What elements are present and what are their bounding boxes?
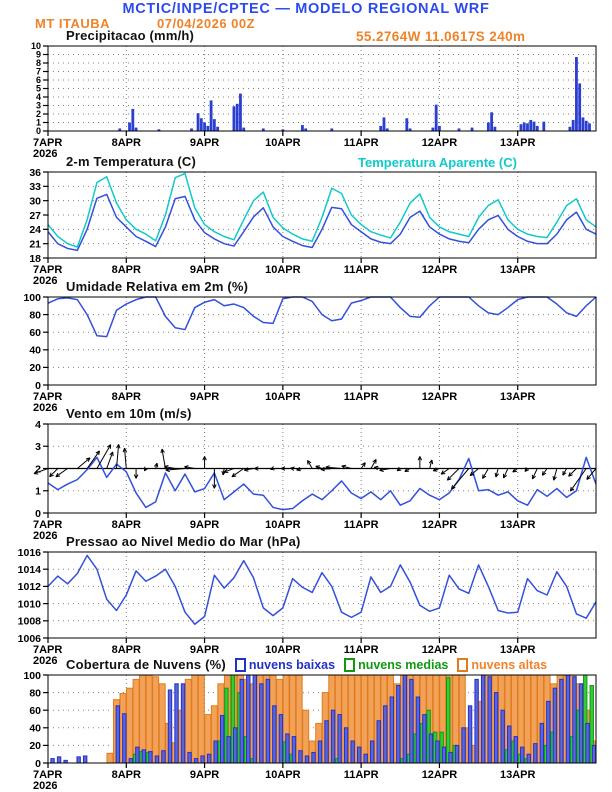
cloud-bar-nuvens-baixas xyxy=(540,723,543,763)
panel-frame xyxy=(48,552,596,638)
wind-arrow xyxy=(308,460,313,468)
precip-bar xyxy=(239,94,242,131)
cloud-bar-nuvens-baixas xyxy=(351,741,354,763)
x-tick-label: 7APR xyxy=(33,644,63,656)
cloud-bar-nuvens-altas xyxy=(107,753,113,763)
cloud-bar-nuvens-altas xyxy=(296,675,302,763)
x-tick-label: 10APR xyxy=(265,644,301,656)
wind-speed-line xyxy=(48,457,596,509)
cloud-bar-nuvens-baixas xyxy=(57,757,60,763)
precip-bar xyxy=(242,128,245,131)
cloud-bar-nuvens-baixas xyxy=(292,737,295,763)
wind-arrow xyxy=(374,466,380,469)
wind-arrow xyxy=(447,469,459,481)
precip-bar xyxy=(536,126,539,131)
legend-nuvens-medias xyxy=(344,658,448,672)
y-tick-label: 40 xyxy=(29,344,41,357)
cloud-bar-nuvens-baixas xyxy=(338,715,341,763)
precip-bar xyxy=(203,123,206,132)
panel-title-wind: Vento em 10m (m/s) xyxy=(66,406,192,421)
cloud-bar-nuvens-baixas xyxy=(318,741,321,763)
cloud-bar-nuvens-baixas xyxy=(364,754,367,763)
x-tick-label: 8APR xyxy=(111,519,141,531)
cloud-bar-nuvens-baixas xyxy=(207,754,210,763)
precip-bar xyxy=(569,127,572,131)
y-tick-label: 0 xyxy=(35,507,41,520)
cloud-bar-nuvens-baixas xyxy=(286,734,289,763)
panel-title-pressure: Pressao ao Nivel Medio do Mar (hPa) xyxy=(66,534,301,549)
x-tick-label: 11APR xyxy=(343,391,379,403)
x-year-label: 2026 xyxy=(33,275,58,287)
cloud-bar-nuvens-baixas xyxy=(273,706,276,763)
cloud-bar-nuvens-altas xyxy=(198,675,204,763)
wind-arrow xyxy=(553,469,557,481)
cloud-bar-nuvens-baixas xyxy=(481,675,484,763)
wind-arrow xyxy=(154,463,157,468)
wind-arrow xyxy=(451,469,468,490)
cloud-bar-nuvens-baixas xyxy=(521,747,524,763)
x-tick-label: 13APR xyxy=(499,519,536,531)
run-datetime: 07/04/2026 00Z xyxy=(157,16,256,31)
x-tick-label: 11APR xyxy=(343,264,379,276)
cloud-bar-nuvens-baixas xyxy=(344,728,347,763)
y-tick-label: 2 xyxy=(35,109,41,120)
x-tick-label: 9APR xyxy=(189,769,220,781)
x-year-label: 2026 xyxy=(33,655,58,667)
cloud-bar-nuvens-baixas xyxy=(547,701,550,763)
precip-bar xyxy=(213,119,216,131)
x-tick-label: 10APR xyxy=(265,137,301,149)
cloud-bar-nuvens-baixas xyxy=(305,756,308,763)
x-tick-label: 9APR xyxy=(189,644,220,656)
cloud-bar-nuvens-baixas xyxy=(155,756,158,763)
legend-nuvens-baixas xyxy=(235,658,335,672)
precip-bar xyxy=(471,128,474,131)
x-tick-label: 8APR xyxy=(111,391,141,403)
precip-bar xyxy=(585,121,588,131)
cloud-bar-nuvens-baixas xyxy=(592,745,595,763)
precip-bar xyxy=(435,105,438,131)
panel-5 xyxy=(23,670,596,792)
x-tick-label: 12APR xyxy=(421,769,458,781)
cloud-bar-nuvens-baixas xyxy=(494,693,497,763)
precip-bar xyxy=(578,83,581,131)
cloud-bar-nuvens-baixas xyxy=(436,741,439,763)
cloud-bar-nuvens-baixas xyxy=(123,714,126,763)
precip-bar xyxy=(233,106,236,131)
precip-bar xyxy=(438,126,441,131)
cloud-bar-nuvens-medias xyxy=(447,678,450,763)
y-tick-label: 1016 xyxy=(17,546,41,559)
cloud-bar-nuvens-baixas xyxy=(149,752,152,763)
cloud-bar-nuvens-baixas xyxy=(397,686,400,763)
y-tick-label: 8 xyxy=(35,58,41,69)
cloud-bar-nuvens-baixas xyxy=(429,734,432,763)
cloud-bar-nuvens-baixas xyxy=(188,752,191,763)
y-tick-label: 7 xyxy=(35,66,41,77)
cloud-bar-nuvens-baixas xyxy=(468,706,471,763)
y-tick-label: 2 xyxy=(35,463,41,476)
precip-bar xyxy=(405,118,408,131)
precip-bar xyxy=(383,117,386,131)
x-tick-label: 10APR xyxy=(265,264,301,276)
cloud-bar-nuvens-baixas xyxy=(234,728,237,763)
cloud-bar-nuvens-baixas xyxy=(508,726,511,763)
y-tick-label: 3 xyxy=(35,100,41,111)
cloud-bar-nuvens-baixas xyxy=(403,675,406,763)
cloud-bar-nuvens-baixas xyxy=(423,715,426,763)
cloud-bar-nuvens-baixas xyxy=(331,710,334,763)
panel-title-precipitation: Precipitacao (mm/h) xyxy=(66,28,195,43)
cloud-bar-nuvens-baixas xyxy=(312,752,315,763)
cloud-bar-nuvens-baixas xyxy=(220,715,223,763)
cloud-bar-nuvens-baixas xyxy=(181,684,184,763)
y-tick-label: 1012 xyxy=(17,581,41,594)
panel-title-humidity: Umidade Relativa em 2m (%) xyxy=(66,279,249,294)
x-tick-label: 8APR xyxy=(111,137,141,149)
y-tick-label: 21 xyxy=(29,238,41,251)
cloud-bar-nuvens-baixas xyxy=(442,747,445,763)
x-tick-label: 11APR xyxy=(343,519,379,531)
legend-nuvens-baixas-label: nuvens baixas xyxy=(248,657,336,672)
y-tick-label: 3 xyxy=(35,441,41,454)
x-tick-label: 11APR xyxy=(343,137,379,149)
cloud-bar-nuvens-baixas xyxy=(194,759,197,763)
wind-arrow xyxy=(134,469,138,479)
legend-nuvens-medias-label: nuvens medias xyxy=(358,657,449,672)
cloud-bar-nuvens-altas xyxy=(153,677,159,763)
x-tick-label: 9APR xyxy=(189,391,220,403)
y-tick-label: 100 xyxy=(23,291,41,304)
y-tick-label: 1006 xyxy=(17,632,41,645)
x-year-label: 2026 xyxy=(33,780,58,792)
wind-arrow xyxy=(429,460,432,469)
x-tick-label: 8APR xyxy=(111,769,141,781)
x-tick-label: 7APR xyxy=(33,769,63,781)
panel-4 xyxy=(18,547,596,667)
cloud-bar-nuvens-baixas xyxy=(142,750,145,763)
cloud-bar-nuvens-baixas xyxy=(77,757,80,763)
y-tick-label: 10 xyxy=(30,41,41,52)
x-tick-label: 12APR xyxy=(421,137,458,149)
cloud-bar-nuvens-baixas xyxy=(162,751,165,763)
cloud-legend-row xyxy=(66,657,547,672)
precip-bar xyxy=(128,123,131,132)
cloud-bar-nuvens-baixas xyxy=(279,715,282,763)
cloud-bar-nuvens-altas xyxy=(127,688,133,763)
y-tick-label: 0 xyxy=(35,126,41,137)
series-line-0 xyxy=(48,297,596,337)
y-tick-label: 1014 xyxy=(17,563,41,576)
y-tick-label: 20 xyxy=(29,362,41,375)
cloud-bar-nuvens-baixas xyxy=(214,741,217,763)
cloud-bar-nuvens-baixas xyxy=(462,728,465,763)
precip-bar xyxy=(493,127,496,131)
cloud-bar-nuvens-baixas xyxy=(247,675,250,763)
cloud-bar-nuvens-baixas xyxy=(240,679,243,763)
cloud-bar-nuvens-baixas xyxy=(475,679,478,763)
wind-arrow xyxy=(418,456,422,468)
wind-arrow xyxy=(97,445,111,469)
y-tick-label: 60 xyxy=(29,704,41,717)
y-tick-label: 30 xyxy=(29,195,41,208)
cloud-bar-nuvens-baixas xyxy=(514,737,517,763)
cloud-bar-nuvens-baixas xyxy=(384,706,387,763)
x-tick-label: 11APR xyxy=(343,644,379,656)
y-tick-label: 40 xyxy=(29,722,41,735)
cloud-bar-nuvens-altas xyxy=(525,675,531,763)
y-tick-label: 4 xyxy=(35,418,41,431)
x-tick-label: 13APR xyxy=(499,644,536,656)
precip-bar xyxy=(197,113,200,131)
series-line-0 xyxy=(48,194,596,250)
y-tick-label: 6 xyxy=(35,75,41,86)
x-tick-label: 9APR xyxy=(189,137,220,149)
cloud-bar-nuvens-baixas xyxy=(168,690,171,763)
cloud-bar-nuvens-baixas xyxy=(136,747,139,763)
precip-bar xyxy=(135,128,138,131)
precip-bar xyxy=(379,126,382,131)
station-name: MT ITAUBA xyxy=(35,16,111,31)
y-tick-label: 0 xyxy=(35,379,41,392)
cloud-bar-nuvens-baixas xyxy=(201,756,204,763)
y-tick-label: 5 xyxy=(35,83,41,94)
cloud-bar-nuvens-altas xyxy=(192,675,198,763)
wind-arrow xyxy=(161,449,166,468)
panel-3 xyxy=(33,419,596,542)
cloud-bar-nuvens-baixas xyxy=(377,721,380,763)
precip-bar xyxy=(582,117,585,131)
cloud-bar-nuvens-altas xyxy=(146,675,152,763)
y-tick-label: 24 xyxy=(29,224,41,237)
x-tick-label: 10APR xyxy=(265,519,301,531)
cloud-bar-nuvens-baixas xyxy=(371,741,374,763)
cloud-bar-nuvens-baixas xyxy=(553,688,556,763)
wind-arrow xyxy=(254,467,263,471)
precip-bar xyxy=(487,123,490,132)
wind-arrow xyxy=(569,469,577,477)
precip-bar xyxy=(206,126,209,131)
page-title: MCTIC/INPE/CPTEC — MODELO REGIONAL WRF xyxy=(122,1,490,17)
cloud-bar-nuvens-baixas xyxy=(488,677,491,763)
cloud-bar-nuvens-baixas xyxy=(51,759,54,763)
precip-bar xyxy=(200,118,203,131)
cloud-bar-nuvens-baixas xyxy=(266,679,269,763)
cloud-bar-nuvens-baixas xyxy=(260,684,263,763)
wind-arrow xyxy=(361,463,365,469)
y-tick-label: 80 xyxy=(29,687,41,700)
legend-nuvens-altas-label: nuvens altas xyxy=(471,657,548,672)
precip-bar xyxy=(572,120,575,131)
low-cloud-box-icon xyxy=(235,658,246,672)
cloud-bar-nuvens-baixas xyxy=(560,679,563,763)
precip-bar xyxy=(432,128,435,131)
precip-bar xyxy=(529,120,532,131)
wind-arrow xyxy=(504,469,508,478)
panel-0 xyxy=(31,41,596,160)
y-tick-label: 33 xyxy=(29,181,41,194)
x-tick-label: 12APR xyxy=(421,644,458,656)
panel-2 xyxy=(23,292,596,414)
cloud-bar-nuvens-baixas xyxy=(527,754,530,763)
cloud-bar-nuvens-baixas xyxy=(534,744,537,763)
wind-arrow xyxy=(542,469,547,476)
cloud-bar-nuvens-baixas xyxy=(227,737,230,763)
panel-1 xyxy=(29,167,596,287)
panel-frame xyxy=(48,297,596,385)
y-tick-label: 4 xyxy=(35,92,41,103)
precip-bar xyxy=(490,112,493,131)
x-tick-label: 9APR xyxy=(189,264,220,276)
x-year-label: 2026 xyxy=(33,402,58,414)
y-tick-label: 27 xyxy=(29,209,41,222)
wind-arrow xyxy=(563,469,567,476)
cloud-bar-nuvens-baixas xyxy=(175,684,178,763)
y-tick-label: 80 xyxy=(29,309,41,322)
cloud-bar-nuvens-baixas xyxy=(566,675,569,763)
cloud-bar-nuvens-altas xyxy=(361,675,367,763)
station-coordinates: 55.2764W 11.0617S 240m xyxy=(356,29,526,44)
high-cloud-box-icon xyxy=(457,658,468,672)
cloud-bar-nuvens-baixas xyxy=(299,751,302,763)
wind-arrow xyxy=(232,469,244,477)
series-line-0 xyxy=(48,555,596,624)
precip-bar xyxy=(533,122,536,131)
y-tick-label: 1 xyxy=(35,117,41,128)
x-tick-label: 7APR xyxy=(33,519,63,531)
x-tick-label: 13APR xyxy=(499,391,536,403)
y-tick-label: 1010 xyxy=(17,598,41,611)
x-tick-label: 10APR xyxy=(265,391,301,403)
cloud-bar-nuvens-baixas xyxy=(449,752,452,763)
x-tick-label: 13APR xyxy=(499,137,536,149)
y-tick-label: 1008 xyxy=(17,615,41,628)
cloud-bar-nuvens-baixas xyxy=(573,677,576,763)
cloud-bar-nuvens-altas xyxy=(303,710,309,763)
y-tick-label: 0 xyxy=(35,757,41,770)
x-tick-label: 12APR xyxy=(421,391,458,403)
x-tick-label: 7APR xyxy=(33,264,63,276)
y-tick-label: 36 xyxy=(29,166,41,179)
cloud-bar-nuvens-altas xyxy=(185,679,191,763)
wind-arrow xyxy=(532,469,537,479)
y-tick-label: 60 xyxy=(29,326,41,339)
cloud-bar-nuvens-baixas xyxy=(253,675,256,763)
x-tick-label: 8APR xyxy=(111,644,141,656)
cloud-bar-nuvens-baixas xyxy=(83,756,86,763)
precip-bar xyxy=(575,57,578,131)
precip-bar xyxy=(236,104,239,131)
mid-cloud-box-icon xyxy=(344,658,355,672)
cloud-bar-nuvens-baixas xyxy=(586,723,589,763)
cloud-bar-nuvens-baixas xyxy=(410,679,413,763)
precip-bar xyxy=(131,109,134,131)
precip-bar xyxy=(216,127,219,131)
x-tick-label: 12APR xyxy=(421,519,458,531)
precip-bar xyxy=(526,123,529,131)
wind-arrow xyxy=(495,469,498,478)
cloud-bar-nuvens-baixas xyxy=(116,706,119,763)
wind-arrow xyxy=(144,467,147,471)
cloud-bar-nuvens-baixas xyxy=(325,721,328,763)
x-tick-label: 12APR xyxy=(421,264,458,276)
wind-arrow xyxy=(56,469,68,477)
cloud-bar-nuvens-baixas xyxy=(390,697,393,763)
y-tick-label: 18 xyxy=(29,252,41,265)
y-tick-label: 100 xyxy=(23,669,41,682)
cloud-bar-nuvens-baixas xyxy=(357,747,360,763)
panel-title-temperature: 2-m Temperatura (C) xyxy=(66,154,196,169)
cloud-bar-nuvens-baixas xyxy=(501,710,504,763)
wind-arrow xyxy=(297,467,303,470)
y-tick-label: 20 xyxy=(29,740,41,753)
wind-arrow xyxy=(441,469,449,475)
panel-title-cloud-cover: Cobertura de Nuvens (%) xyxy=(66,657,226,672)
precip-bar xyxy=(520,124,523,131)
x-tick-label: 8APR xyxy=(111,264,141,276)
precip-bar xyxy=(542,122,545,131)
cloud-bar-nuvens-baixas xyxy=(579,684,582,763)
wind-arrow xyxy=(123,448,127,468)
precip-bar xyxy=(523,123,526,132)
x-tick-label: 13APR xyxy=(499,264,536,276)
x-tick-label: 10APR xyxy=(265,769,301,781)
legend-apparent-temperature: Temperatura Aparente (C) xyxy=(358,155,517,170)
x-year-label: 2026 xyxy=(33,530,58,542)
x-tick-label: 7APR xyxy=(33,391,63,403)
x-tick-label: 7APR xyxy=(33,137,63,149)
cloud-bar-nuvens-baixas xyxy=(129,759,132,763)
x-tick-label: 13APR xyxy=(499,769,536,781)
x-tick-label: 9APR xyxy=(189,519,220,531)
cloud-bar-nuvens-baixas xyxy=(455,745,458,763)
wind-arrow xyxy=(483,469,489,479)
precip-bar xyxy=(210,100,213,131)
x-year-label: 2026 xyxy=(33,148,58,160)
legend-nuvens-altas xyxy=(457,658,547,672)
wind-arrow xyxy=(203,456,207,468)
precip-bar xyxy=(588,123,591,131)
precip-bar xyxy=(301,125,304,131)
x-tick-label: 11APR xyxy=(343,769,379,781)
cloud-bar-nuvens-baixas xyxy=(416,697,419,763)
y-tick-label: 9 xyxy=(35,49,41,60)
y-tick-label: 1 xyxy=(35,485,41,498)
series-line-1 xyxy=(48,173,596,247)
wind-arrow xyxy=(107,452,113,469)
